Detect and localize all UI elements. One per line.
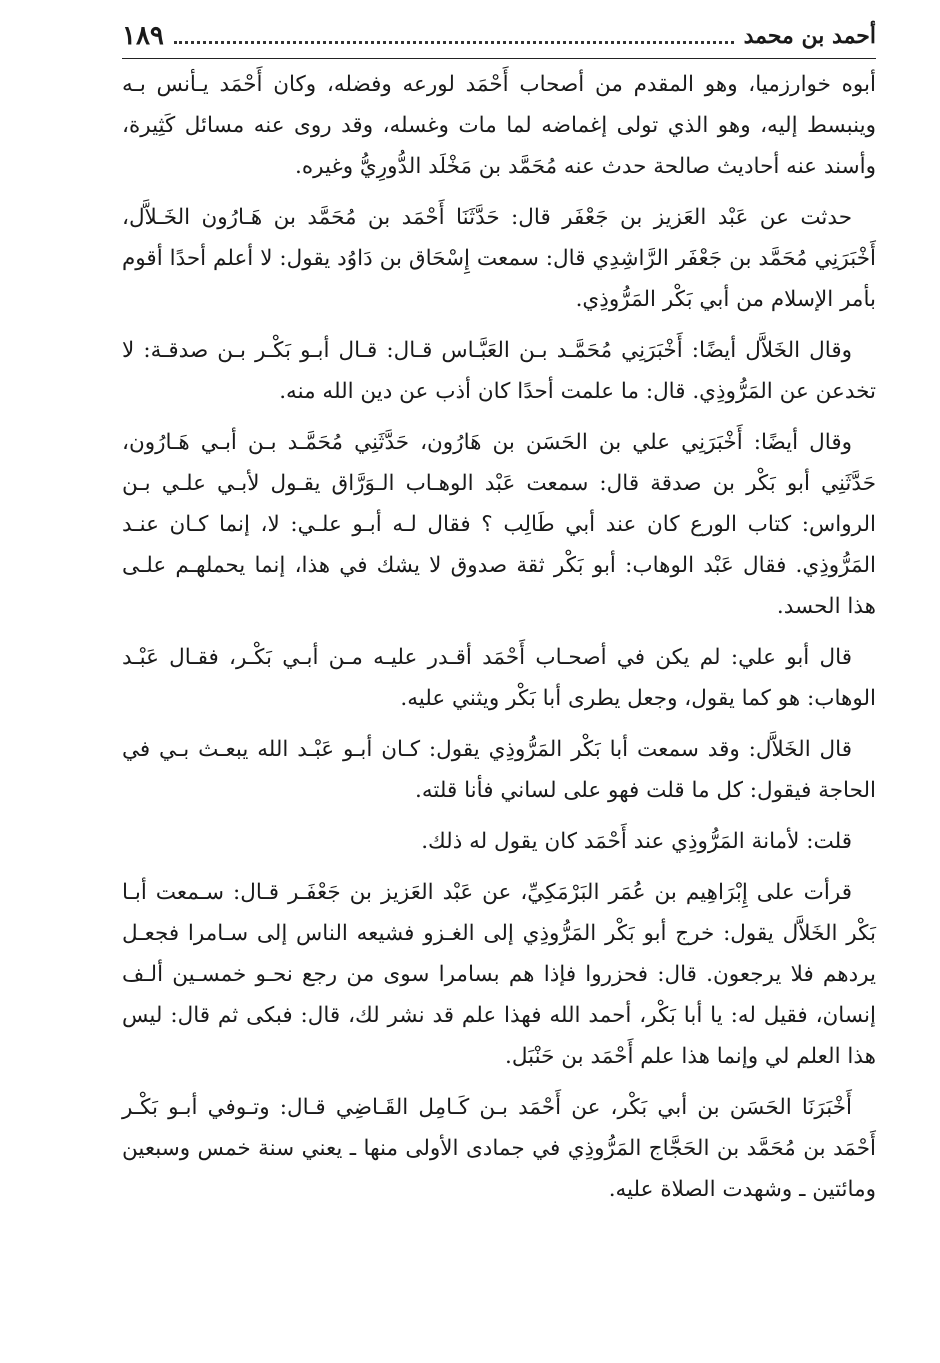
page-body bbox=[122, 64, 876, 1210]
paragraph: أَخْبَرَنَا الحَسَن بن أبي بَكْر، عن أَحْمَد بـن كَـامِل القَـاضِي قـال: وتـوفي أبـو بَكْـر أَحْمَد بن مُحَمَّد بن الحَجَّاج المَرُّوذِي في جمادى الأولى منها ـ يعني سنة خمس وسبعين ومائتين ـ وشهدت الصلاة عليه. bbox=[122, 1095, 876, 1202]
paragraph: وقال أيضًا: أَخْبَرَنِي علي بن الحَسَن بن هَارُون، حَدَّثَنِي مُحَمَّـد بـن أبـي هَـارُون، حَدَّثَنِي أبو بَكْر بن صدقة قال: سمعت عَبْد الوهـاب الـوَرَّاق يقـول لأبـي علـي بـن الرواس: كتاب الورع كان عند أبي طَالِب ؟ فقال لـه أبـو علـي: لا، إنما كـان عنـد المَرُّوذِي. فقال عَبْد الوهاب: أبو بَكْر ثقة صدوق لا يشك في هذا، إنما يحملهـم علـى هذا الحسد. bbox=[122, 430, 876, 619]
paragraph: حدثت عن عَبْد العَزيز بن جَعْفَر قال: حَدَّثَنَا أَحْمَد بن مُحَمَّد بن هَـارُون الخَـلاَّل، أَخْبَرَنِي مُحَمَّد بن جَعْفَر الرَّاشِدِي قال: سمعت إِسْحَاق بن دَاوُد يقول: لا أعلم أحدًا أقوم بأمر الإسلام من أبي بَكْر المَرُّوذِي. bbox=[122, 205, 876, 312]
running-title: أحمد بن محمد bbox=[743, 23, 876, 49]
header-dot-leader bbox=[174, 41, 734, 44]
running-header bbox=[122, 14, 876, 59]
page-number: ١٨٩ bbox=[122, 21, 164, 51]
paragraph: قال أبو علي: لم يكن في أصحـاب أَحْمَد أقـدر عليـه مـن أبـي بَكْـر، فقـال عَبْـد الوهاب: هو كما يقول، وجعل يطرى أبا بَكْر ويثني عليه. bbox=[122, 645, 876, 711]
paragraph: وقال الخَلاَّل أيضًا: أَخْبَرَنِي مُحَمَّـد بـن العَبَّـاس قـال: قـال أبـو بَكْـر بـن صدقـة: لا تخدعن عن المَرُّوذِي. قال: ما علمت أحدًا كان أذب عن دين الله منه. bbox=[122, 338, 876, 404]
paragraph: أبوه خوارزميا، وهو المقدم من أصحاب أَحْمَد لورعه وفضله، وكان أَحْمَد يـأنس بـه وينبسط إليه، وهو الذي تولى إغماضه لما مات وغسله، وقد روى عنه مسائل كَثِيرة، وأسند عنه أحاديث صالحة حدث عنه مُحَمَّد بن مَخْلَد الدُّورِيُّ وغيره. bbox=[122, 72, 876, 179]
paragraph: قال الخَلاَّل: وقد سمعت أبا بَكْر المَرُّوذِي يقول: كـان أبـو عَبْـد الله يبعـث بـي في الحاجة فيقول: كل ما قلت فهو على لساني فأنا قلته. bbox=[122, 737, 876, 803]
paragraph: قلت: لأمانة المَرُّوذِي عند أَحْمَد كان يقول له ذلك. bbox=[421, 829, 852, 854]
paragraph: قرأت على إِبْرَاهِيم بن عُمَر البَرْمَكِيِّ، عن عَبْد العَزيز بن جَعْفَـر قـال: سـمعت أبـا بَكْر الخَلاَّل يقول: خرج أبو بَكْر المَرُّوذِي إلى الغـزو فشيعه الناس إلى سـامرا فجعـل يردهم فلا يرجعون. قال: فحزروا فإذا هم بسامرا سوى من رجع نحـو خمسـين ألـف إنسان، فقيل له: يا أبا بَكْر، أحمد الله فهذا علم قد نشر لك، قال: فبكى ثم قال: ليس هذا العلم لي وإنما هذا علم أَحْمَد بن حَنْبَل. bbox=[122, 880, 876, 1069]
